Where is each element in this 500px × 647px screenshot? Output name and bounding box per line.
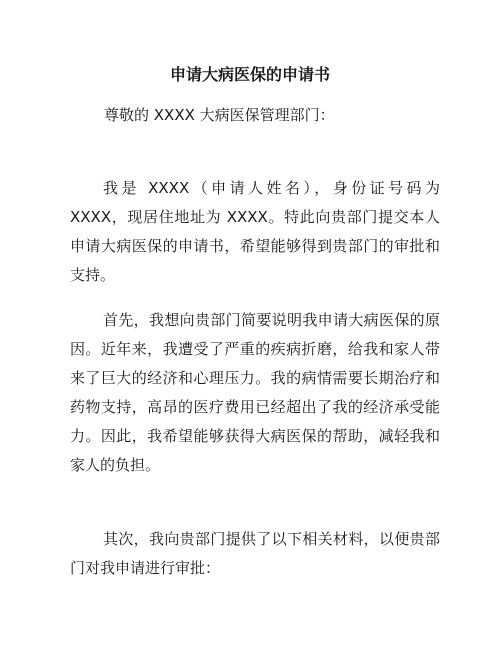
paragraph-materials: 其次，我向贵部门提供了以下相关材料，以便贵部门对我申请进行审批： [70,530,440,577]
document-title: 申请大病医保的申请书 [169,65,330,84]
paragraph-reason: 首先，我想向贵部门简要说明我申请大病医保的原因。近年来，我遭受了严重的疾病折磨，给我和家人带来了巨大的经济和心理压力。我的病情需要长期治疗和药物支持，高昂的医疗费用已经超出了我的经济承受能力。因此，我希望能够获得大病医保的帮助，减轻我和家人的负担。 [70,311,440,474]
salutation: 尊敬的 XXXX 大病医保管理部门： [104,106,335,124]
paragraph-intro: 我是 XXXX（申请人姓名），身份证号码为 XXXX，现居住地址为 XXXX。特此向贵部门提交本人申请大病医保的申请书，希望能够得到贵部门的审批和支持。 [70,179,440,284]
